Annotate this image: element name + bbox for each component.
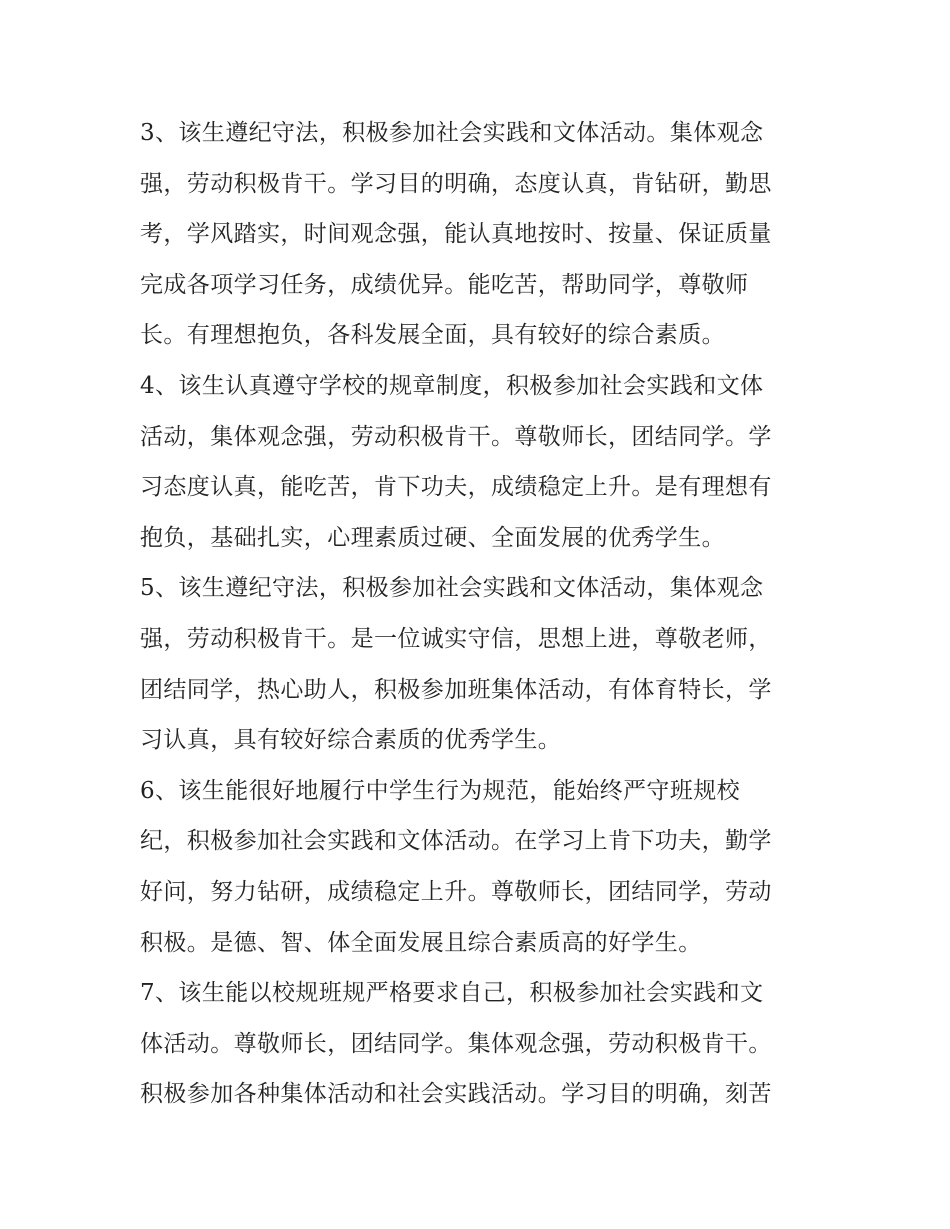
text-line: 纪，积极参加社会实践和文体活动。在学习上肯下功夫，勤学 <box>140 828 772 855</box>
text-line: 考，学风踏实，时间观念强，能认真地按时、按量、保证质量 <box>140 221 772 248</box>
text-line: 活动，集体观念强，劳动积极肯干。尊敬师长，团结同学。学 <box>140 423 772 450</box>
text-line: 积极。是德、智、体全面发展且综合素质高的好学生。 <box>140 929 702 956</box>
text-line: 习态度认真，能吃苦，肯下功夫，成绩稳定上升。是有理想有 <box>140 474 772 501</box>
text-line: 7、该生能以校规班规严格要求自己，积极参加社会实践和文 <box>140 980 764 1007</box>
text-line: 4、该生认真遵守学校的规章制度，积极参加社会实践和文体 <box>140 372 764 399</box>
text-line: 体活动。尊敬师长，团结同学。集体观念强，劳动积极肯干。 <box>140 1030 772 1057</box>
text-line: 强，劳动积极肯干。是一位诚实守信，思想上进，尊敬老师， <box>140 625 772 652</box>
document-body <box>140 108 820 1120</box>
text-line: 长。有理想抱负，各科发展全面，具有较好的综合素质。 <box>140 322 725 349</box>
text-line: 强，劳动积极肯干。学习目的明确，态度认真，肯钻研，勤思 <box>140 170 772 197</box>
text-line: 6、该生能很好地履行中学生行为规范，能始终严守班规校 <box>140 777 741 804</box>
text-line: 5、该生遵纪守法，积极参加社会实践和文体活动，集体观念 <box>140 575 764 602</box>
text-line: 抱负，基础扎实，心理素质过硬、全面发展的优秀学生。 <box>140 524 725 551</box>
text-line: 3、该生遵纪守法，积极参加社会实践和文体活动。集体观念 <box>140 120 764 146</box>
text-line: 积极参加各种集体活动和社会实践活动。学习目的明确，刻苦 <box>140 1081 772 1108</box>
text-line: 习认真，具有较好综合素质的优秀学生。 <box>140 727 562 754</box>
text-line: 完成各项学习任务，成绩优异。能吃苦，帮助同学，尊敬师 <box>140 271 749 298</box>
text-line: 团结同学，热心助人，积极参加班集体活动，有体育特长，学 <box>140 676 772 703</box>
text-line: 好问，努力钻研，成绩稳定上升。尊敬师长，团结同学，劳动 <box>140 878 772 905</box>
